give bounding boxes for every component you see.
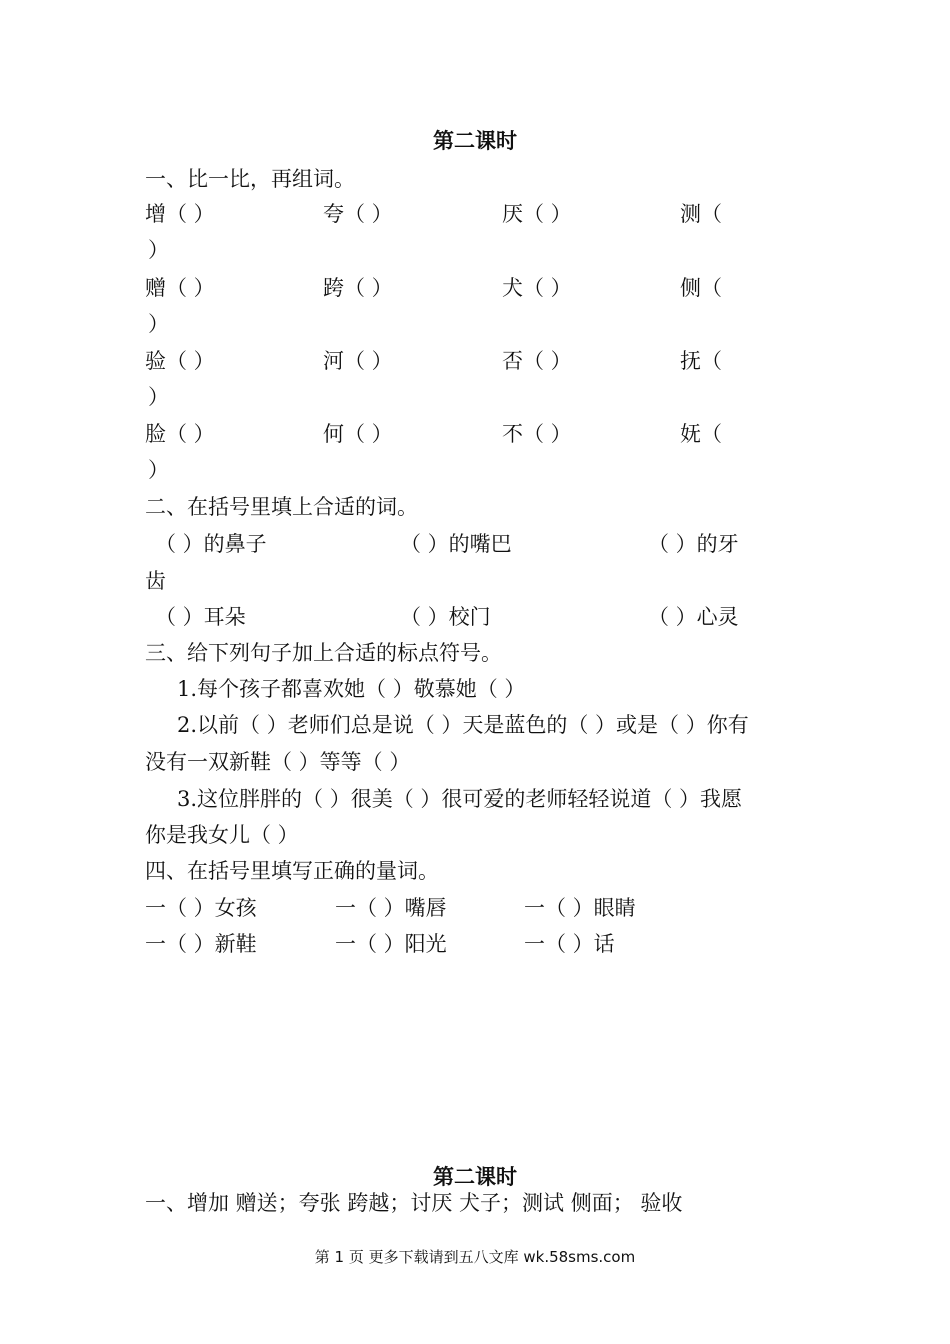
s4-r1-c3: 一（ ）眼睛 <box>524 896 636 920</box>
s3-line1: 1.每个孩子都喜欢她（ ）敬慕她（ ） <box>177 677 526 701</box>
answers-line1: 一、增加 赠送；夸张 跨越；讨厌 犬子；测试 侧面； 验收 <box>145 1191 683 1215</box>
answers-title: 第二课时 <box>433 1164 517 1189</box>
s1-r4-c3: 不（ ） <box>502 422 572 446</box>
s4-r2-c3: 一（ ）话 <box>524 932 615 956</box>
s1-r3-c3: 否（ ） <box>502 349 572 373</box>
s2-r1-c1: （ ）的鼻子 <box>155 532 267 556</box>
s1-r4-c4: 妩（ <box>680 422 722 446</box>
s1-r3-c4: 抚（ <box>680 349 722 373</box>
s1-r4-wrap: ） <box>148 458 169 482</box>
s1-r2-c2: 跨（ ） <box>323 276 393 300</box>
s4-r2-c2: 一（ ）阳光 <box>335 932 447 956</box>
s2-r1-wrap: 齿 <box>145 569 166 593</box>
s1-r1-c2: 夸（ ） <box>323 202 393 226</box>
section2-heading: 二、在括号里填上合适的词。 <box>145 495 418 519</box>
s1-r2-c3: 犬（ ） <box>502 276 572 300</box>
s3-line3: 没有一双新鞋（ ）等等（ ） <box>145 750 411 774</box>
s1-r1-c1: 增（ ） <box>145 202 215 226</box>
section1-heading: 一、比一比，再组词。 <box>145 167 355 191</box>
s1-r1-c4: 测（ <box>680 202 722 226</box>
s2-r2-c2: （ ）校门 <box>400 605 491 629</box>
s4-r1-c1: 一（ ）女孩 <box>145 896 257 920</box>
s1-r2-wrap: ） <box>148 312 169 336</box>
s1-r3-c1: 验（ ） <box>145 349 215 373</box>
section4-heading: 四、在括号里填写正确的量词。 <box>145 859 439 883</box>
s1-r4-c2: 何（ ） <box>323 422 393 446</box>
s1-r1-c3: 厌（ ） <box>502 202 572 226</box>
s1-r3-wrap: ） <box>148 385 169 409</box>
s1-r2-c4: 侧（ <box>680 276 722 300</box>
s2-r1-c2: （ ）的嘴巴 <box>400 532 512 556</box>
s1-r2-c1: 赠（ ） <box>145 276 215 300</box>
s2-r1-c3: （ ）的牙 <box>648 532 739 556</box>
s4-r2-c1: 一（ ）新鞋 <box>145 932 257 956</box>
s1-r1-wrap: ） <box>148 238 169 262</box>
s1-r3-c2: 河（ ） <box>323 349 393 373</box>
s3-line2: 2.以前（ ）老师们总是说（ ）天是蓝色的（ ）或是（ ）你有 <box>177 713 749 737</box>
s2-r2-c3: （ ）心灵 <box>648 605 739 629</box>
page-footer: 第 1 页 更多下载请到五八文库 wk.58sms.com <box>314 1248 636 1266</box>
s1-r4-c1: 脸（ ） <box>145 422 215 446</box>
s3-line5: 你是我女儿（ ） <box>145 823 299 847</box>
section3-heading: 三、给下列句子加上合适的标点符号。 <box>145 641 502 665</box>
page-title: 第二课时 <box>433 128 517 153</box>
s2-r2-c1: （ ）耳朵 <box>155 605 246 629</box>
s4-r1-c2: 一（ ）嘴唇 <box>335 896 447 920</box>
s3-line4: 3.这位胖胖的（ ）很美（ ）很可爱的老师轻轻说道（ ）我愿 <box>177 787 743 811</box>
